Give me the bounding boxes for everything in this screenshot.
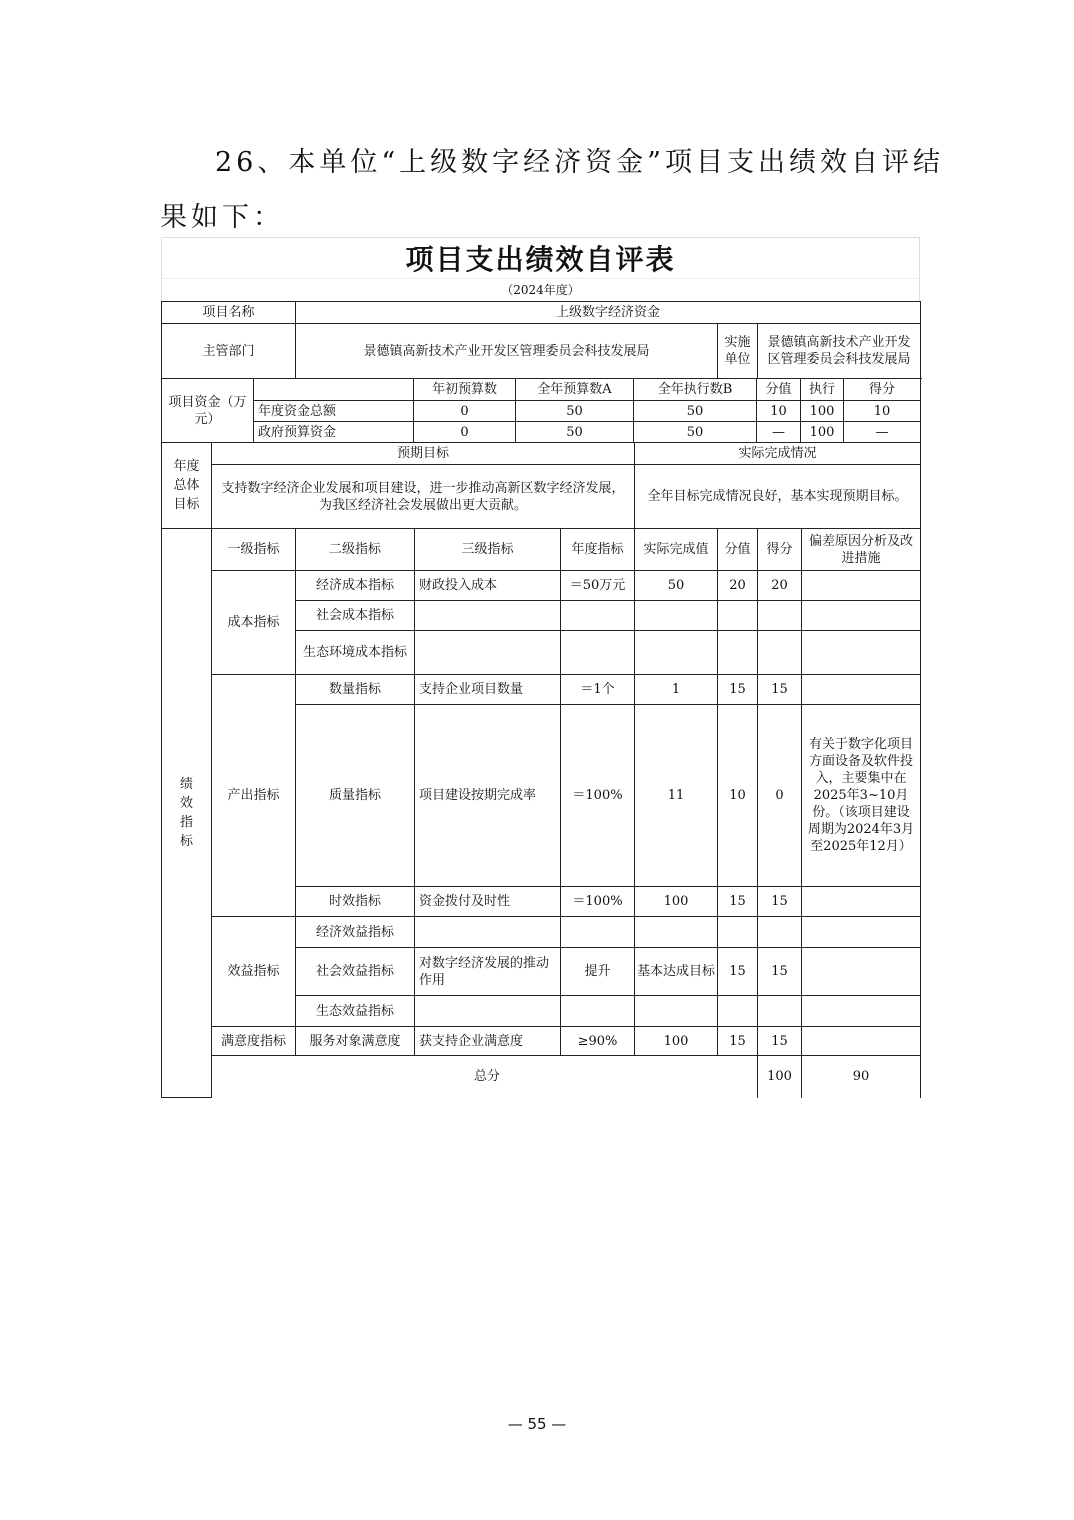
funds-header-annual: 全年预算数A — [516, 379, 634, 401]
table-row-actual: 100 — [635, 1027, 718, 1056]
table-row-level3: 财政投入成本 — [415, 571, 561, 601]
table-row-level3: 对数字经济发展的推动作用 — [415, 948, 561, 996]
funds-row-gov-initial: 0 — [414, 422, 516, 443]
table-row-level3: 支持企业项目数量 — [415, 675, 561, 705]
funds-row-total-executed: 50 — [634, 401, 757, 422]
header-points: 分值 — [718, 529, 758, 571]
goal-label: 年度总体目标 — [162, 443, 212, 529]
table-row-level3: 资金拨付及时性 — [415, 887, 561, 917]
heading-line-2: 果如下： — [160, 202, 284, 233]
header-target: 年度指标 — [561, 529, 635, 571]
output-level1: 产出指标 — [212, 675, 296, 917]
total-points: 100 — [758, 1056, 802, 1098]
table-row-points: 20 — [718, 571, 758, 601]
funds-label: 项目资金（万元） — [162, 379, 254, 443]
table-row-score: 20 — [758, 571, 802, 601]
expected-label: 预期目标 — [212, 443, 635, 465]
cost-level1: 成本指标 — [212, 571, 296, 675]
header-actual: 实际完成值 — [635, 529, 718, 571]
table-row-actual: 100 — [635, 887, 718, 917]
table-row-actual — [635, 917, 718, 948]
heading-line-1: 26、本单位“上级数字经济资金”项目支出绩效自评结 — [215, 147, 944, 178]
table-row-note — [802, 571, 921, 601]
table-row-note — [802, 996, 921, 1027]
table-row-score: 15 — [758, 887, 802, 917]
table-row-target: 提升 — [561, 948, 635, 996]
table-row-note — [802, 948, 921, 996]
performance-form — [161, 237, 920, 1098]
table-row-level2: 生态效益指标 — [296, 996, 415, 1027]
table-row-level2: 数量指标 — [296, 675, 415, 705]
table-row-level3: 项目建设按期完成率 — [415, 705, 561, 887]
dept-label: 主管部门 — [162, 324, 296, 379]
table-row-level2: 经济效益指标 — [296, 917, 415, 948]
table-row-points — [718, 996, 758, 1027]
table-row-points: 10 — [718, 705, 758, 887]
funds-row-total-label: 年度资金总额 — [254, 401, 414, 422]
benefit-level1: 效益指标 — [212, 917, 296, 1027]
table-row-actual: 50 — [635, 571, 718, 601]
table-row-score: 0 — [758, 705, 802, 887]
table-row-actual: 1 — [635, 675, 718, 705]
table-row-points: 15 — [718, 948, 758, 996]
table-row-note: 有关于数字化项目方面设备及软件投入，主要集中在2025年3~10月份。（该项目建设周期为2024年3月至2025年12月） — [802, 705, 921, 887]
form-title: 项目支出绩效自评表 — [161, 237, 920, 278]
table-row-level2: 社会成本指标 — [296, 601, 415, 631]
table-row-target: ＝50万元 — [561, 571, 635, 601]
table-row-note — [802, 601, 921, 631]
table-row-points: 15 — [718, 887, 758, 917]
funds-header-executed: 全年执行数B — [634, 379, 757, 401]
table-row-note — [802, 631, 921, 675]
table-row-score — [758, 601, 802, 631]
table-row-points: 15 — [718, 675, 758, 705]
project-name-value: 上级数字经济资金 — [296, 302, 921, 324]
funds-row-total-initial: 0 — [414, 401, 516, 422]
perf-label: 绩效指标 — [162, 529, 212, 1098]
table-row-level3 — [415, 917, 561, 948]
funds-row-gov-label: 政府预算资金 — [254, 422, 414, 443]
table-row-points: 15 — [718, 1027, 758, 1056]
header-level1: 一级指标 — [212, 529, 296, 571]
table-row-level3 — [415, 601, 561, 631]
impl-value: 景德镇高新技术产业开发区管理委员会科技发展局 — [758, 324, 921, 379]
funds-row-gov-exec: 100 — [801, 422, 844, 443]
funds-header-points: 分值 — [757, 379, 801, 401]
table-row-actual: 基本达成目标 — [635, 948, 718, 996]
header-level3: 三级指标 — [415, 529, 561, 571]
funds-header-exec: 执行 — [801, 379, 844, 401]
funds-row-total-exec: 100 — [801, 401, 844, 422]
table-row-level2: 生态环境成本指标 — [296, 631, 415, 675]
table-row-level2: 质量指标 — [296, 705, 415, 887]
funds-row-total-annual: 50 — [516, 401, 634, 422]
header-note: 偏差原因分析及改进措施 — [802, 529, 921, 571]
funds-header-initial: 年初预算数 — [414, 379, 516, 401]
dept-value: 景德镇高新技术产业开发区管理委员会科技发展局 — [296, 324, 718, 379]
header-score: 得分 — [758, 529, 802, 571]
table-row-level2: 经济成本指标 — [296, 571, 415, 601]
table-row-score — [758, 631, 802, 675]
table-row-points — [718, 917, 758, 948]
table-row-note — [802, 917, 921, 948]
table-row-target — [561, 996, 635, 1027]
table-row-target — [561, 631, 635, 675]
table-row-score: 15 — [758, 1027, 802, 1056]
table-row-note — [802, 675, 921, 705]
funds-row-total-points: 10 — [757, 401, 801, 422]
funds-row-total-score: 10 — [844, 401, 921, 422]
actual-text: 全年目标完成情况良好，基本实现预期目标。 — [635, 465, 921, 529]
total-label: 总分 — [212, 1056, 758, 1098]
actual-label: 实际完成情况 — [635, 443, 921, 465]
table-row-target: ＝1个 — [561, 675, 635, 705]
table-row-target: ＝100% — [561, 887, 635, 917]
table-row-actual — [635, 631, 718, 675]
table-row-score: 15 — [758, 675, 802, 705]
page-number: — 55 — — [507, 1415, 567, 1433]
expected-text: 支持数字经济企业发展和项目建设，进一步推动高新区数字经济发展，为我区经济社会发展做出更大贡献。 — [212, 465, 635, 529]
table-row-actual — [635, 996, 718, 1027]
table-row-note — [802, 1027, 921, 1056]
table-row-target: ＝100% — [561, 705, 635, 887]
table-row-level3 — [415, 631, 561, 675]
funds-header-score: 得分 — [844, 379, 921, 401]
funds-row-gov-points: — — [757, 422, 801, 443]
impl-label: 实施单位 — [718, 324, 758, 379]
table-row-target — [561, 601, 635, 631]
form-table — [161, 301, 921, 379]
table-row-level2: 时效指标 — [296, 887, 415, 917]
table-row-level2: 服务对象满意度 — [296, 1027, 415, 1056]
table-row-level2: 社会效益指标 — [296, 948, 415, 996]
total-score: 90 — [802, 1056, 921, 1098]
table-row-score — [758, 917, 802, 948]
table-row-target: ≥90% — [561, 1027, 635, 1056]
table-row-points — [718, 601, 758, 631]
table-row-note — [802, 887, 921, 917]
table-row-target — [561, 917, 635, 948]
funds-row-gov-executed: 50 — [634, 422, 757, 443]
table-row-level3: 获支持企业满意度 — [415, 1027, 561, 1056]
table-row-actual: 11 — [635, 705, 718, 887]
header-level2: 二级指标 — [296, 529, 415, 571]
table-row-points — [718, 631, 758, 675]
table-row-score: 15 — [758, 948, 802, 996]
project-name-label: 项目名称 — [162, 302, 296, 324]
table-row-score — [758, 996, 802, 1027]
funds-row-gov-annual: 50 — [516, 422, 634, 443]
funds-table — [161, 378, 921, 443]
funds-row-gov-score: — — [844, 422, 921, 443]
form-year: （2024年度） — [161, 278, 920, 301]
satisfaction-level1: 满意度指标 — [212, 1027, 296, 1056]
table-row-actual — [635, 601, 718, 631]
goals-table — [161, 442, 921, 529]
funds-header-blank — [254, 379, 414, 401]
indicators-table — [161, 528, 921, 1098]
table-row-level3 — [415, 996, 561, 1027]
